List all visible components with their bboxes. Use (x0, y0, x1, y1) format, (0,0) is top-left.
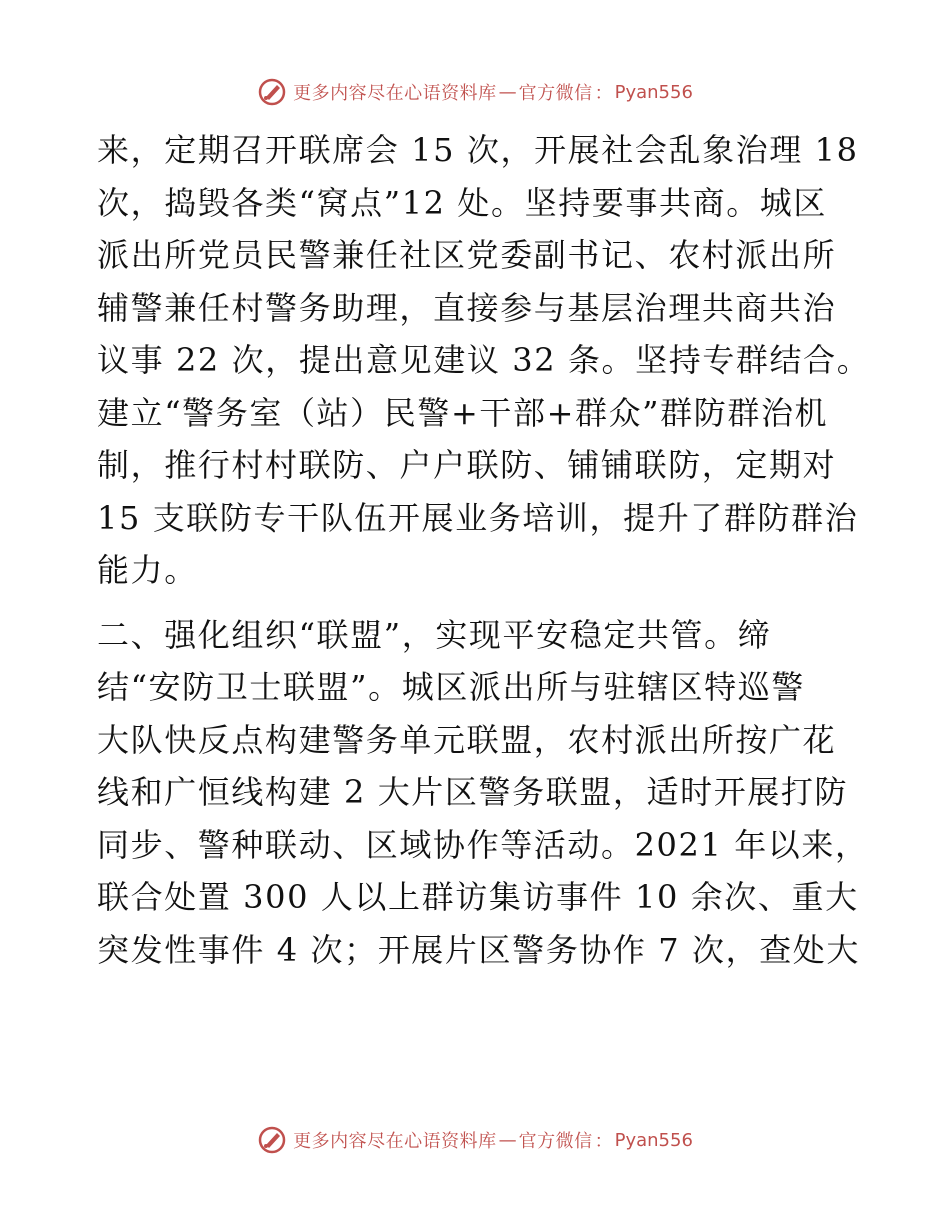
watermark-brand-text: 更多内容尽在心语资料库 (293, 83, 497, 104)
text-line: 来，定期召开联席会 15 次，开展社会乱象治理 18 (97, 131, 859, 169)
text-line: 联合处置 300 人以上群访集访事件 10 余次、重大 (97, 878, 859, 916)
text-line: 建立“警务室（站）民警+干部+群众”群防群治机 (97, 393, 829, 432)
brand-logo-icon (257, 77, 287, 107)
watermark-account-id: Pyan556 (614, 81, 693, 103)
watermark-account-label: 官方微信 (518, 1131, 593, 1152)
text-line: 结“安防卫士联盟”。城区派出所与驻辖区特巡警 (97, 668, 805, 706)
watermark-dash: — (498, 1129, 517, 1151)
watermark-separator: ： (594, 1131, 613, 1152)
text-line: 大队快反点构建警务单元联盟，农村派出所按广花 (97, 720, 837, 759)
text-line: 线和广恒线构建 2 大片区警务联盟，适时开展打防 (97, 773, 849, 811)
text-line: 15 支联防专干队伍开展业务培训，提升了群防群治 (97, 498, 859, 537)
text-line: 能力。 (97, 551, 198, 589)
watermark-account-label: 官方微信 (518, 83, 593, 104)
footer-watermark (0, 1120, 950, 1160)
document-body (97, 124, 871, 976)
watermark-dash: — (498, 81, 517, 103)
watermark-brand-text: 更多内容尽在心语资料库 (293, 1131, 497, 1152)
text-line: 二、强化组织“联盟”，实现平安稳定共管。缔 (97, 615, 772, 654)
text-line: 制，推行村村联防、户户联防、铺铺联防，定期对 (97, 446, 837, 484)
text-line: 同步、警种联动、区域协作等活动。2021 年以来， (97, 825, 869, 864)
paragraph-2 (97, 609, 869, 977)
brand-logo-icon (257, 1125, 287, 1155)
watermark-separator: ： (594, 83, 613, 104)
text-line: 议事 22 次，提出意见建议 32 条。坚持专群结合。 (97, 341, 871, 379)
paragraph-1 (97, 124, 871, 597)
text-line: 次，捣毁各类“窝点”12 处。坚持要事共商。城区 (97, 183, 828, 222)
header-watermark (0, 72, 950, 112)
watermark-account-id: Pyan556 (614, 1129, 693, 1151)
text-line: 派出所党员民警兼任社区党委副书记、农村派出所 (97, 236, 837, 274)
text-line: 辅警兼任村警务助理，直接参与基层治理共商共治 (97, 288, 837, 327)
text-line: 突发性事件 4 次；开展片区警务协作 7 次，查处大 (97, 930, 861, 969)
